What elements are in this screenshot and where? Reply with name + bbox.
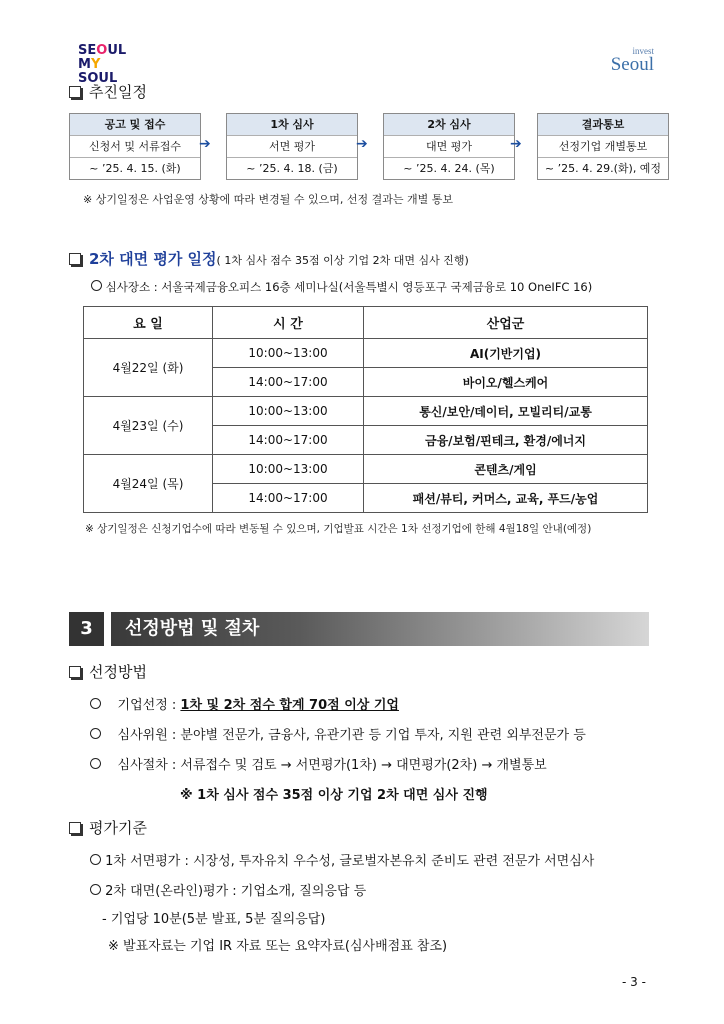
circle-bullet-icon xyxy=(91,280,102,291)
arrow-right-icon: ➔ xyxy=(356,136,368,152)
industry-cell: 콘텐츠/게임 xyxy=(364,455,648,484)
industry-cell: 금융/보험/핀테크, 환경/에너지 xyxy=(364,426,648,455)
invest-seoul-logo xyxy=(598,46,654,74)
industry-cell: 바이오/헬스케어 xyxy=(364,368,648,397)
circle-bullet-icon xyxy=(90,854,101,865)
method-item-value: 1차 및 2차 점수 합계 70점 이상 기업 xyxy=(180,698,399,713)
time-cell: 14:00~17:00 xyxy=(213,368,364,397)
day-cell: 4월23일 (수) xyxy=(84,397,213,455)
checkbox-square-icon xyxy=(69,666,81,678)
schedule-step xyxy=(226,113,358,180)
method-heading xyxy=(69,661,147,682)
method-item-value: 서류접수 및 검토 → 서면평가(1차) → 대면평가(2차) → 개별통보 xyxy=(180,758,547,773)
venue-line xyxy=(91,279,592,295)
checkbox-square-icon xyxy=(69,86,81,98)
criteria-text: 2차 대면(온라인)평가 : 기업소개, 질의응답 등 xyxy=(105,884,367,899)
schedule-step xyxy=(69,113,201,180)
step-task: 서면 평가 xyxy=(227,135,357,157)
day-cell: 4월24일 (목) xyxy=(84,455,213,513)
circle-bullet-icon xyxy=(90,758,101,769)
criteria-text: 1차 서면평가 : 시장성, 투자유치 우수성, 글로벌자본유치 준비도 관련 전문가 서면심사 xyxy=(105,854,595,869)
arrow-right-icon: ➔ xyxy=(510,136,522,152)
table-header-row xyxy=(84,307,648,339)
time-cell: 14:00~17:00 xyxy=(213,426,364,455)
step-title: 1차 심사 xyxy=(227,114,357,135)
second-round-subtitle: ( 1차 심사 점수 35점 이상 기업 2차 대면 심사 진행) xyxy=(216,254,469,267)
criteria-heading xyxy=(69,817,147,838)
table-row xyxy=(84,455,648,484)
step-date: ~ ’25. 4. 29.(화), 예정 xyxy=(538,157,668,179)
logo-line1: SEOUL xyxy=(78,43,127,58)
criteria-sub-note: ※ 발표자료는 기업 IR 자료 또는 요약자료(심사배점표 참조) xyxy=(108,939,448,954)
circle-bullet-icon xyxy=(90,698,101,709)
table-row xyxy=(84,339,648,368)
method-item xyxy=(90,724,586,743)
section-title-bar xyxy=(111,612,649,646)
method-heading-text: 선정방법 xyxy=(89,663,147,681)
second-round-title: 2차 대면 평가 일정 xyxy=(89,250,217,268)
schedule-step xyxy=(537,113,669,180)
venue-text: 심사장소 : 서울국제금융오피스 16층 세미나실(서울특별시 영등포구 국제금융로 10 OneIFC 16) xyxy=(105,280,593,294)
table-row xyxy=(84,397,648,426)
logo-line2: MY SOUL xyxy=(78,57,118,86)
method-item-label: 심사위원 : xyxy=(117,728,181,743)
step-title: 공고 및 접수 xyxy=(70,114,200,135)
step-date: ~ ’25. 4. 18. (금) xyxy=(227,157,357,179)
criteria-sub-item: - 기업당 10분(5분 발표, 5분 질의응답) xyxy=(102,912,326,927)
industry-cell: AI(기반기업) xyxy=(364,339,648,368)
method-note: ※ 1차 심사 점수 35점 이상 기업 2차 대면 심사 진행 xyxy=(180,788,488,803)
industry-cell: 통신/보안/데이터, 모빌리티/교통 xyxy=(364,397,648,426)
day-cell: 4월22일 (화) xyxy=(84,339,213,397)
checkbox-square-icon xyxy=(69,822,81,834)
method-item-label: 심사절차 : xyxy=(117,758,181,773)
method-item xyxy=(90,754,547,773)
time-cell: 10:00~13:00 xyxy=(213,339,364,368)
schedule-heading xyxy=(69,81,147,102)
table-note: ※ 상기일정은 신청기업수에 따라 변동될 수 있으며, 기업발표 시간은 1차 선정기업에 한해 4월18일 안내(예정) xyxy=(85,523,592,535)
second-round-heading xyxy=(69,248,469,269)
criteria-item xyxy=(90,850,594,869)
step-date: ~ ’25. 4. 24. (목) xyxy=(384,157,514,179)
evaluation-schedule-table xyxy=(83,306,648,513)
time-cell: 14:00~17:00 xyxy=(213,484,364,513)
step-date: ~ ’25. 4. 15. (화) xyxy=(70,157,200,179)
industry-cell: 패션/뷰티, 커머스, 교육, 푸드/농업 xyxy=(364,484,648,513)
criteria-heading-text: 평가기준 xyxy=(89,819,147,837)
arrow-right-icon: ➔ xyxy=(199,136,211,152)
method-item-value: 분야별 전문가, 금융사, 유관기관 등 기업 투자, 지원 관련 외부전문가 등 xyxy=(180,728,586,743)
step-task: 신청서 및 서류접수 xyxy=(70,135,200,157)
method-item-label: 기업선정 : xyxy=(117,698,181,713)
schedule-heading-text: 추진일정 xyxy=(89,83,147,101)
logo-invest-text: invest xyxy=(632,46,654,56)
header-day: 요 일 xyxy=(84,307,213,339)
circle-bullet-icon xyxy=(90,728,101,739)
header-industry: 산업군 xyxy=(364,307,648,339)
step-title: 2차 심사 xyxy=(384,114,514,135)
checkbox-square-icon xyxy=(69,253,81,265)
schedule-note: ※ 상기일정은 사업운영 상황에 따라 변경될 수 있으며, 선정 결과는 개별 통보 xyxy=(83,193,453,206)
time-cell: 10:00~13:00 xyxy=(213,455,364,484)
method-item xyxy=(90,694,399,713)
step-task: 대면 평가 xyxy=(384,135,514,157)
seoul-my-soul-logo xyxy=(78,44,126,86)
step-task: 선정기업 개별통보 xyxy=(538,135,668,157)
step-title: 결과통보 xyxy=(538,114,668,135)
section-number: 3 xyxy=(69,612,104,646)
circle-bullet-icon xyxy=(90,884,101,895)
criteria-item xyxy=(90,880,366,899)
logo-seoul-text: Seoul xyxy=(610,54,654,75)
time-cell: 10:00~13:00 xyxy=(213,397,364,426)
page-number: - 3 - xyxy=(622,975,646,989)
section-title: 선정방법 및 절차 xyxy=(125,618,260,639)
header-time: 시 간 xyxy=(213,307,364,339)
schedule-step xyxy=(383,113,515,180)
